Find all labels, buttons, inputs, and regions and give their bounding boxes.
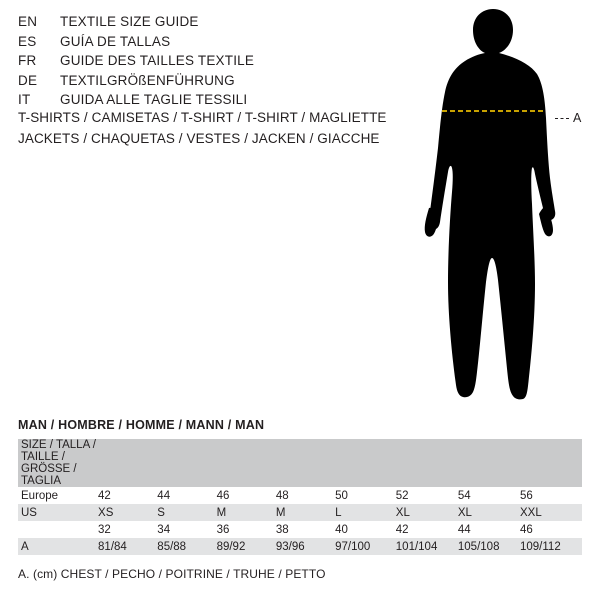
size-table — [18, 439, 582, 555]
table-footnote: A. (cm) CHEST / PECHO / POITRINE / TRUHE / PETTO — [18, 567, 326, 581]
language-code: DE — [18, 72, 38, 88]
cell: 56 — [520, 487, 582, 504]
table-row — [18, 538, 582, 555]
row-label: Europe — [18, 487, 98, 504]
language-legend — [18, 14, 368, 112]
cell — [335, 439, 396, 487]
cell: 101/104 — [396, 538, 458, 555]
row-label: A — [18, 538, 98, 555]
cell — [520, 439, 582, 487]
language-text: GUIDA ALLE TAGLIE TESSILI — [60, 92, 248, 107]
category-tshirts: T-SHIRTS / CAMISETAS / T-SHIRT / T-SHIRT / MAGLIETTE — [18, 110, 387, 125]
row-label — [18, 521, 98, 538]
cell: M — [217, 504, 276, 521]
language-row — [18, 73, 368, 93]
cell: 46 — [217, 487, 276, 504]
language-code: ES — [18, 33, 37, 49]
cell: M — [276, 504, 335, 521]
language-text: TEXTILGRÖßENFÜHRUNG — [60, 72, 235, 88]
measure-label-a: A — [573, 111, 582, 125]
row-label: SIZE / TALLA / TAILLE / GRÖSSE / TAGLIA — [18, 439, 98, 487]
language-text: GUÍA DE TALLAS — [60, 33, 171, 49]
cell: 97/100 — [335, 538, 396, 555]
language-code: FR — [18, 53, 37, 68]
cell: 36 — [217, 521, 276, 538]
table-row — [18, 439, 582, 487]
table-row — [18, 504, 582, 521]
cell: XL — [396, 504, 458, 521]
cell: 42 — [396, 521, 458, 538]
cell: XS — [98, 504, 157, 521]
language-code: EN — [18, 14, 38, 29]
language-row — [18, 53, 368, 73]
category-list — [18, 110, 398, 152]
cell: L — [335, 504, 396, 521]
cell: 44 — [458, 521, 520, 538]
cell: 54 — [458, 487, 520, 504]
cell: 93/96 — [276, 538, 335, 555]
category-jackets: JACKETS / CHAQUETAS / VESTES / JACKEN / GIACCHE — [18, 131, 380, 146]
cell: 109/112 — [520, 538, 582, 555]
cell: 44 — [157, 487, 216, 504]
cell: S — [157, 504, 216, 521]
language-row — [18, 92, 368, 112]
cell: 85/88 — [157, 538, 216, 555]
cell: 40 — [335, 521, 396, 538]
cell: 38 — [276, 521, 335, 538]
cell: 52 — [396, 487, 458, 504]
language-text: TEXTILE SIZE GUIDE — [60, 14, 199, 29]
table-row — [18, 487, 582, 504]
measure-leader-line — [555, 118, 569, 119]
cell: 42 — [98, 487, 157, 504]
cell: 89/92 — [217, 538, 276, 555]
language-row — [18, 14, 368, 34]
cell: 48 — [276, 487, 335, 504]
cell — [396, 439, 458, 487]
cell — [458, 439, 520, 487]
cell: 46 — [520, 521, 582, 538]
language-text: GUIDE DES TAILLES TEXTILE — [60, 53, 255, 68]
cell: XXL — [520, 504, 582, 521]
row-label: US — [18, 504, 98, 521]
cell — [217, 439, 276, 487]
language-row — [18, 34, 368, 54]
cell: 34 — [157, 521, 216, 538]
silhouette-icon — [395, 8, 600, 408]
cell — [276, 439, 335, 487]
cell: 105/108 — [458, 538, 520, 555]
table-row — [18, 521, 582, 538]
cell: 32 — [98, 521, 157, 538]
cell: 81/84 — [98, 538, 157, 555]
male-silhouette-figure — [395, 8, 600, 408]
language-code: IT — [18, 92, 31, 107]
cell — [98, 439, 157, 487]
cell: XL — [458, 504, 520, 521]
cell: 50 — [335, 487, 396, 504]
cell — [157, 439, 216, 487]
table-heading: MAN / HOMBRE / HOMME / MANN / MAN — [18, 418, 265, 432]
size-table-area — [18, 418, 582, 581]
